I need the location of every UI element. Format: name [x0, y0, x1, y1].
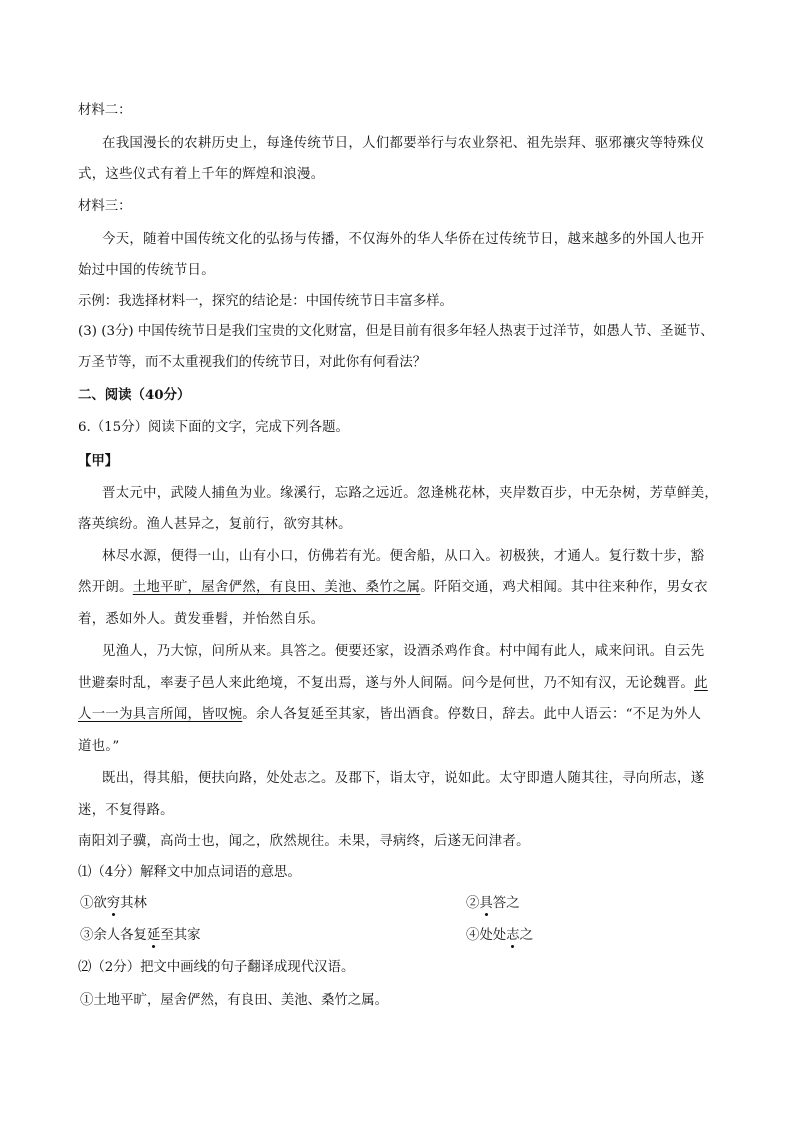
passage-p2-line2-end: 。阡陌交通，鸡犬相闻。其中往来种作，男女衣 — [420, 580, 708, 595]
passage-p3-line3 — [78, 705, 718, 725]
subquestion1-item2: ②具答之 — [466, 896, 520, 911]
material2-line1: 在我国漫长的农耕历史上，每逢传统节日，人们都要举行与农业祭祀、祖先崇拜、驱邪禳灾等特殊仪 — [102, 136, 705, 151]
underlined-sentence-1: 土地平旷，屋舍俨然，有良田、美池、桑竹之属 — [132, 580, 421, 595]
passage-p2-line1: 林尽水源，便得一山，山有小口，仿佛若有光。便舍船，从口入。初极狭，才通人。复行数十步，豁 — [102, 549, 705, 564]
question6-stem: 6.（15分）阅读下面的文字，完成下列各题。 — [78, 420, 349, 435]
subquestion2-item1: ①土地平旷，屋舍俨然，有良田、美池、桑竹之属。 — [80, 993, 388, 1008]
dotted-word: 穷 — [106, 896, 121, 911]
passage-p4-line1: 既出，得其船，便扶向路，处处志之。及郡下，诣太守，说如此。太守即遣人随其往，寻向所志，遂 — [102, 771, 705, 786]
passage-p4-line2: 迷，不复得路。 — [78, 803, 174, 818]
subquestion1-item1: ①欲穷其林 — [80, 896, 147, 911]
section-heading: 二、阅读（40分） — [78, 387, 191, 403]
passage-p2-line2-start: 然开朗。 — [78, 580, 133, 595]
subquestion1-item3: ③余人各复延至其家 — [80, 928, 201, 943]
subquestion1-stem: ⑴（4分）解释文中加点词语的意思。 — [78, 865, 301, 880]
dotted-word: 延 — [146, 928, 161, 943]
passage-p3-line1: 见渔人，乃大惊，问所从来。具答之。便要还家，设酒杀鸡作食。村中闻有此人，咸来问讯。自云先 — [102, 644, 705, 659]
material2-line2: 式，这些仪式有着上千年的辉煌和浪漫。 — [78, 167, 325, 182]
passage-p3-line3-end: 。余人各复延至其家，皆出酒食。停数日，辞去。此中人语云：“不足为外人 — [242, 707, 702, 722]
question3-line1: (3) (3分) 中国传统节日是我们宝贵的文化财富，但是目前有很多年轻人热衷于过洋节，如愚人节、圣诞节、 — [78, 324, 714, 339]
underlined-sentence-2-start: 此 — [694, 676, 708, 691]
material3-label: 材料三： — [78, 199, 132, 214]
material3-line1: 今天，随着中国传统文化的弘扬与传播，不仅海外的华人华侨在过传统节日，越来越多的外国人也开 — [102, 232, 705, 247]
dotted-word: 具 — [479, 896, 493, 911]
passage-p2-line3: 着，悉如外人。黄发垂髫，并怡然自乐。 — [78, 612, 325, 627]
passage-p1-line2: 落英缤纷。渔人甚异之，复前行，欲穷其林。 — [78, 517, 352, 532]
material2-label: 材料二： — [78, 103, 132, 118]
subquestion2-stem: ⑵（2分）把文中画线的句子翻译成现代汉语。 — [78, 960, 355, 975]
material3-line2: 始过中国的传统节日。 — [78, 263, 215, 278]
passage-p3-line2-start: 世避秦时乱，率妻子邑人来此绝境，不复出焉，遂与外人间隔。问今是何世，乃不知有汉，无论魏晋。 — [78, 676, 695, 691]
underlined-sentence-2-end: 人一一为具言所闻，皆叹惋 — [78, 707, 243, 722]
passage-p3-line2 — [78, 674, 718, 694]
passage-p5: 南阳刘子骥，高尚士也，闻之，欣然规往。未果，寻病终，后遂无问津者。 — [78, 834, 530, 849]
passage-jia-label: 【甲】 — [78, 453, 119, 469]
subquestion1-row2 — [80, 926, 720, 946]
passage-p2-line2 — [78, 578, 718, 598]
subquestion1-row1 — [80, 894, 720, 914]
passage-p3-line4: 道也。” — [78, 739, 120, 754]
subquestion1-item4: ④处处志之 — [466, 928, 533, 943]
passage-p1-line1: 晋太元中，武陵人捕鱼为业。缘溪行，忘路之远近。忽逢桃花林，夹岸数百步，中无杂树，芳草鲜美， — [102, 486, 719, 501]
dotted-word: 志 — [506, 928, 520, 943]
example-line: 示例：我选择材料一，探究的结论是：中国传统节日丰富多样。 — [78, 294, 453, 309]
question3-line2: 万圣节等，而不太重视我们的传统节日，对此你有何看法？ — [78, 355, 427, 370]
